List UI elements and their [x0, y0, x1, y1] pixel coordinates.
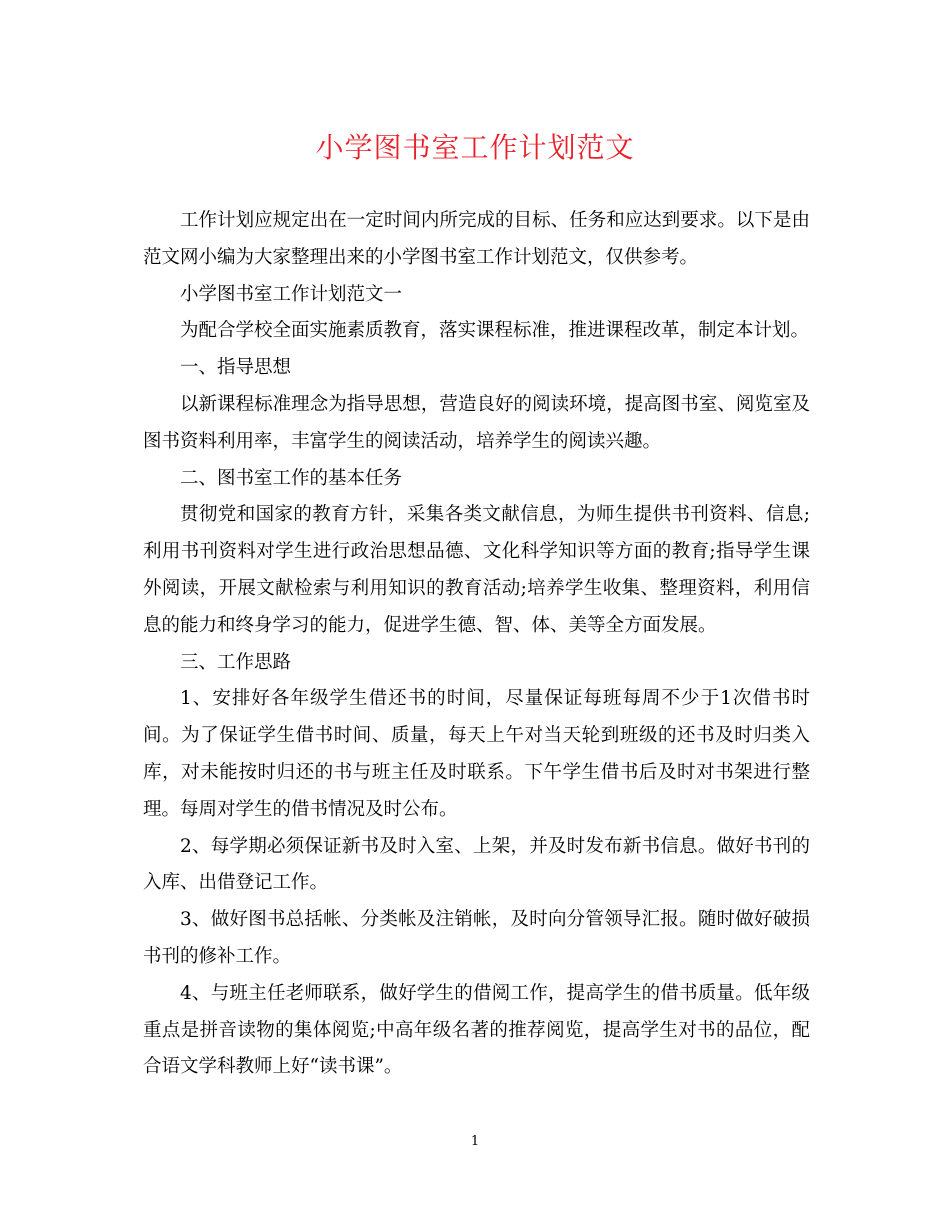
paragraph-purpose: 为配合学校全面实施素质教育，落实课程标准，推进课程改革，制定本计划。 [180, 320, 810, 342]
document-title: 小学图书室工作计划范文 [315, 131, 635, 164]
heading-work-approach: 三、工作思路 [180, 651, 292, 673]
paragraph-item-2: 2、每学期必须保证新书及时入室、上架，并及时发布新书信息。做好书刊的入库、出借登记工作。 [143, 835, 810, 894]
paragraph-guiding-ideology: 以新课程标准理念为指导思想，营造良好的阅读环境，提高图书室、阅览室及图书资料利用率，丰富学生的阅读活动，培养学生的阅读兴趣。 [143, 393, 810, 452]
page-number: 1 [470, 1134, 480, 1149]
paragraph-item-3: 3、做好图书总括帐、分类帐及注销帐，及时向分管领导汇报。随时做好破损书刊的修补工作。 [143, 909, 810, 967]
paragraph-intro: 工作计划应规定出在一定时间内所完成的目标、任务和应达到要求。以下是由范文网小编为大家整理出来的小学图书室工作计划范文，仅供参考。 [143, 210, 810, 268]
paragraph-section-heading: 小学图书室工作计划范文一 [180, 283, 403, 305]
heading-guiding-ideology: 一、指导思想 [180, 357, 292, 379]
paragraph-basic-tasks: 贯彻党和国家的教育方针，采集各类文献信息，为师生提供书刊资料、信息;利用书刊资料对学生进行政治思想品德、文化科学知识等方面的教育;指导学生课外阅读，开展文献检索与利用知识的教育活动;培养学生收集、整理资料，利用信息的能力和终身学习的能力，促进学生德、智、体、美等全方面发展。 [143, 504, 810, 636]
document-body [143, 203, 810, 1086]
heading-basic-tasks: 二、图书室工作的基本任务 [180, 467, 403, 489]
paragraph-item-4: 4、与班主任老师联系，做好学生的借阅工作，提高学生的借书质量。低年级重点是拼音读物的集体阅览;中高年级名著的推荐阅览，提高学生对书的品位，配合语文学科教师上好“读书课”。 [143, 982, 810, 1078]
paragraph-item-1: 1、安排好各年级学生借还书的时间，尽量保证每班每周不少于1次借书时间。为了保证学生借书时间、质量，每天上午对当天轮到班级的还书及时归类入库，对未能按时归还的书与班主任及时联系。下午学生借书后及时对书架进行整理。每周对学生的借书情况及时公布。 [143, 688, 810, 820]
